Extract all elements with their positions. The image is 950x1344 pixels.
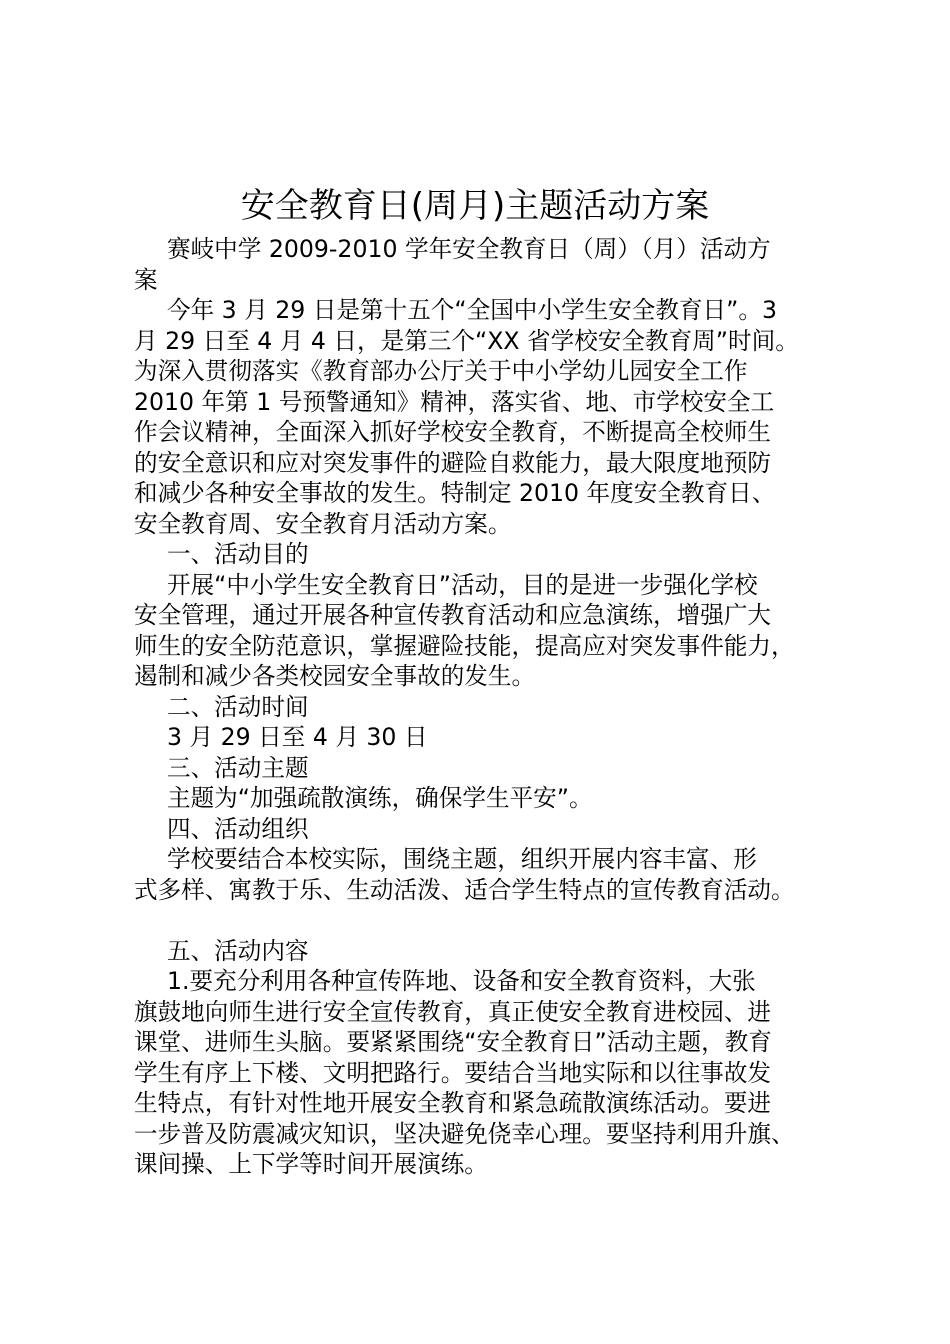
paragraph-line: 一步普及防震减灾知识，坚决避免侥幸心理。要坚持利用升旗、	[134, 1119, 795, 1148]
paragraph-line: 安全管理，通过开展各种宣传教育活动和应急演练，增强广大	[134, 601, 772, 629]
paragraph-line: 2010 年第 1 号预警通知》精神，落实省、地、市学校安全工	[134, 387, 775, 416]
paragraph-line: 课间操、上下学等时间开展演练。	[134, 1150, 488, 1178]
subtitle-line: 案	[134, 265, 158, 294]
paragraph-line: 旗鼓地向师生进行安全宣传教育，真正使安全教育进校园、进	[134, 997, 772, 1026]
paragraph-line: 和减少各种安全事故的发生。特制定 2010 年度安全教育日、	[134, 479, 776, 507]
paragraph-line: 的安全意识和应对突发事件的避险自救能力，最大限度地预防	[134, 448, 772, 477]
section-heading: 四、活动组织	[167, 814, 309, 843]
paragraph-line: 3 月 29 日至 4 月 30 日	[167, 723, 428, 751]
blank-line	[134, 905, 854, 936]
paragraph-line: 学生有序上下楼、文明把路行。要结合当地实际和以往事故发	[134, 1058, 772, 1087]
document-title: 安全教育日(周月)主题活动方案	[240, 186, 710, 226]
paragraph-line: 式多样、寓教于乐、生动活泼、适合学生特点的宣传教育活动。	[134, 875, 795, 904]
paragraph-line: 今年 3 月 29 日是第十五个“全国中小学生安全教育日”。3	[167, 296, 777, 324]
paragraph-line: 主题为“加强疏散演练，确保学生平安”。	[167, 784, 593, 812]
paragraph-line: 安全教育周、安全教育月活动方案。	[134, 509, 512, 538]
paragraph-line: 生特点，有针对性地开展安全教育和紧急疏散演练活动。要进	[134, 1089, 772, 1117]
paragraph-line: 开展“中小学生安全教育日”活动，目的是进一步强化学校	[167, 570, 758, 599]
paragraph-line: 为深入贯彻落实《教育部办公厅关于中小学幼儿园安全工作	[134, 357, 748, 385]
subtitle-line: 赛岐中学 2009-2010 学年安全教育日（周）（月）活动方	[167, 235, 771, 263]
paragraph-line: 月 29 日至 4 月 4 日，是第三个“XX 省学校安全教育周”时间。	[134, 326, 799, 355]
paragraph-line: 遏制和减少各类校园安全事故的发生。	[134, 662, 536, 690]
paragraph-line: 1.要充分利用各种宣传阵地、设备和安全教育资料，大张	[167, 967, 756, 995]
paragraph-line: 学校要结合本校实际，围绕主题，组织开展内容丰富、形	[167, 845, 757, 873]
paragraph-line: 作会议精神，全面深入抓好学校安全教育，不断提高全校师生	[134, 418, 772, 446]
document-body	[134, 234, 854, 1180]
paragraph-line: 师生的安全防范意识，掌握避险技能，提高应对突发事件能力，	[134, 631, 795, 660]
section-heading: 五、活动内容	[167, 936, 309, 965]
section-heading: 三、活动主题	[167, 753, 309, 782]
section-heading: 二、活动时间	[167, 692, 309, 721]
paragraph-line: 课堂、进师生头脑。要紧紧围绕“安全教育日”活动主题，教育	[134, 1028, 772, 1056]
section-heading: 一、活动目的	[167, 540, 309, 568]
